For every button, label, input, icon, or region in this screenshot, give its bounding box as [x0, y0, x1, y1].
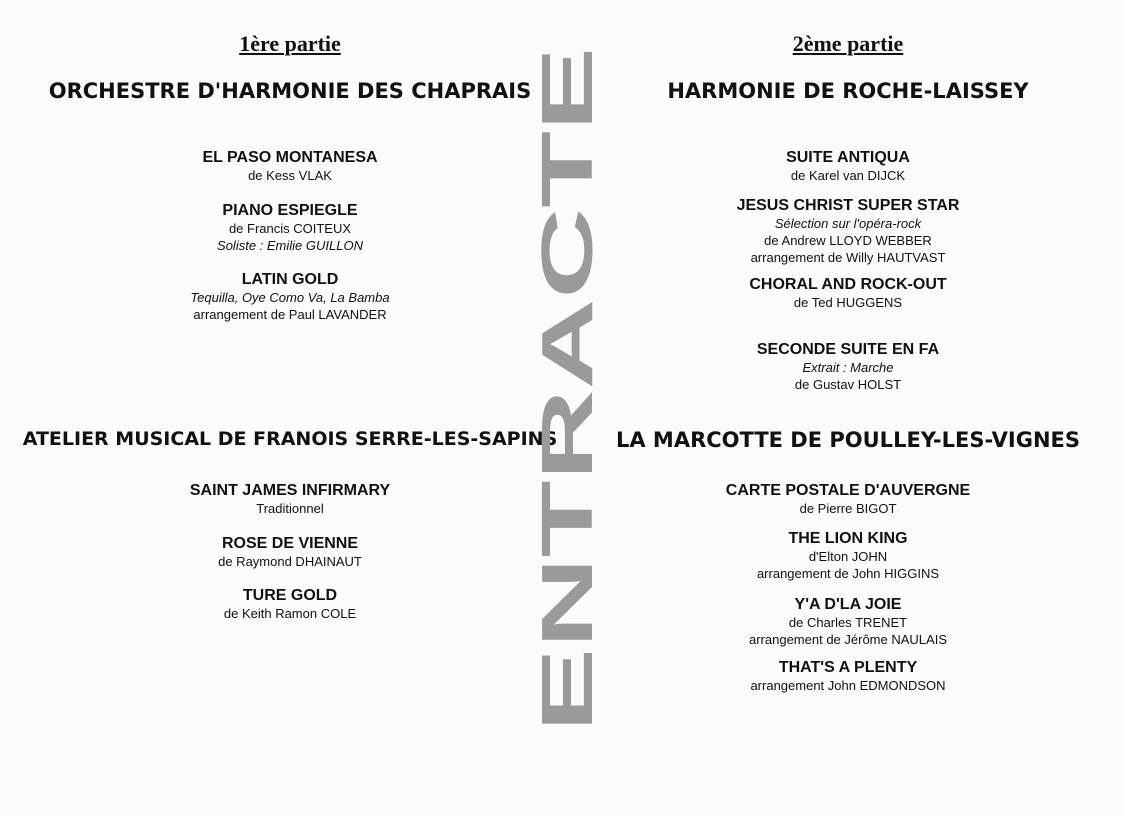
ensemble-heading: ORCHESTRE D'HARMONIE DES CHAPRAIS [48, 79, 532, 103]
piece-title: SUITE ANTIQUA [786, 149, 910, 166]
program-piece [20, 270, 560, 323]
program-piece [20, 201, 560, 254]
program-piece [20, 481, 560, 517]
piece-credit: arrangement John EDMONDSON [750, 678, 946, 693]
piece-credit: de Andrew LLOYD WEBBER [764, 233, 932, 248]
piece-title: TURE GOLD [242, 587, 338, 604]
piece-credit: de Keith Ramon COLE [223, 606, 357, 621]
piece-credit: de Ted HUGGENS [793, 295, 903, 310]
piece-credit: Sélection sur l'opéra-rock [774, 216, 922, 231]
part-one-heading: 1ère partie [239, 31, 341, 56]
program-piece [578, 148, 1118, 184]
piece-credit: arrangement de Willy HAUTVAST [750, 250, 946, 265]
program-piece [578, 196, 1118, 266]
piece-title: LATIN GOLD [241, 271, 339, 288]
piece-title: PIANO ESPIEGLE [222, 202, 358, 219]
piece-title: CHORAL AND ROCK-OUT [749, 276, 947, 293]
piece-title: THAT'S A PLENTY [778, 659, 918, 676]
piece-credit: de Francis COITEUX [228, 221, 352, 236]
piece-credit: Soliste : Emilie GUILLON [217, 238, 363, 253]
part-two-heading: 2ème partie [792, 31, 904, 56]
piece-credit: Traditionnel [256, 501, 324, 516]
piece-credit: de Kess VLAK [248, 168, 332, 183]
piece-credit: de Raymond DHAINAUT [218, 554, 362, 569]
program-piece [20, 148, 560, 184]
piece-credit: arrangement de Paul LAVANDER [193, 307, 387, 322]
piece-credit: de Karel van DIJCK [790, 168, 906, 183]
program-piece [578, 481, 1118, 517]
piece-title: Y'A D'LA JOIE [794, 596, 902, 613]
ensemble-heading: ATELIER MUSICAL DE FRANOIS SERRE-LES-SAPINS [22, 428, 558, 450]
ensemble-heading: LA MARCOTTE DE POULLEY-LES-VIGNES [615, 428, 1081, 452]
piece-credit: d'Elton JOHN [808, 549, 888, 564]
piece-credit: arrangement de John HIGGINS [756, 566, 940, 581]
program-piece [578, 658, 1118, 694]
ensemble-heading: HARMONIE DE ROCHE-LAISSEY [667, 79, 1029, 103]
piece-title: SECONDE SUITE EN FA [756, 341, 940, 358]
piece-title: JESUS CHRIST SUPER STAR [736, 197, 960, 214]
piece-credit: Tequilla, Oye Como Va, La Bamba [190, 290, 390, 305]
piece-title: ROSE DE VIENNE [221, 535, 359, 552]
program-piece [578, 275, 1118, 311]
piece-credit: de Gustav HOLST [794, 377, 902, 392]
piece-credit: Extrait : Marche [802, 360, 894, 375]
piece-title: CARTE POSTALE D'AUVERGNE [725, 482, 971, 499]
piece-title: SAINT JAMES INFIRMARY [189, 482, 391, 499]
program-piece [20, 586, 560, 622]
piece-title: THE LION KING [788, 530, 908, 547]
program-piece [578, 595, 1118, 648]
program-piece [578, 340, 1118, 393]
piece-title: EL PASO MONTANESA [202, 149, 378, 166]
program-piece [20, 534, 560, 570]
piece-credit: arrangement de Jérôme NAULAIS [749, 632, 947, 647]
piece-credit: de Pierre BIGOT [799, 501, 897, 516]
program-piece [578, 529, 1118, 582]
piece-credit: de Charles TRENET [788, 615, 908, 630]
intermission-label: ENTRACTE [528, 340, 608, 732]
